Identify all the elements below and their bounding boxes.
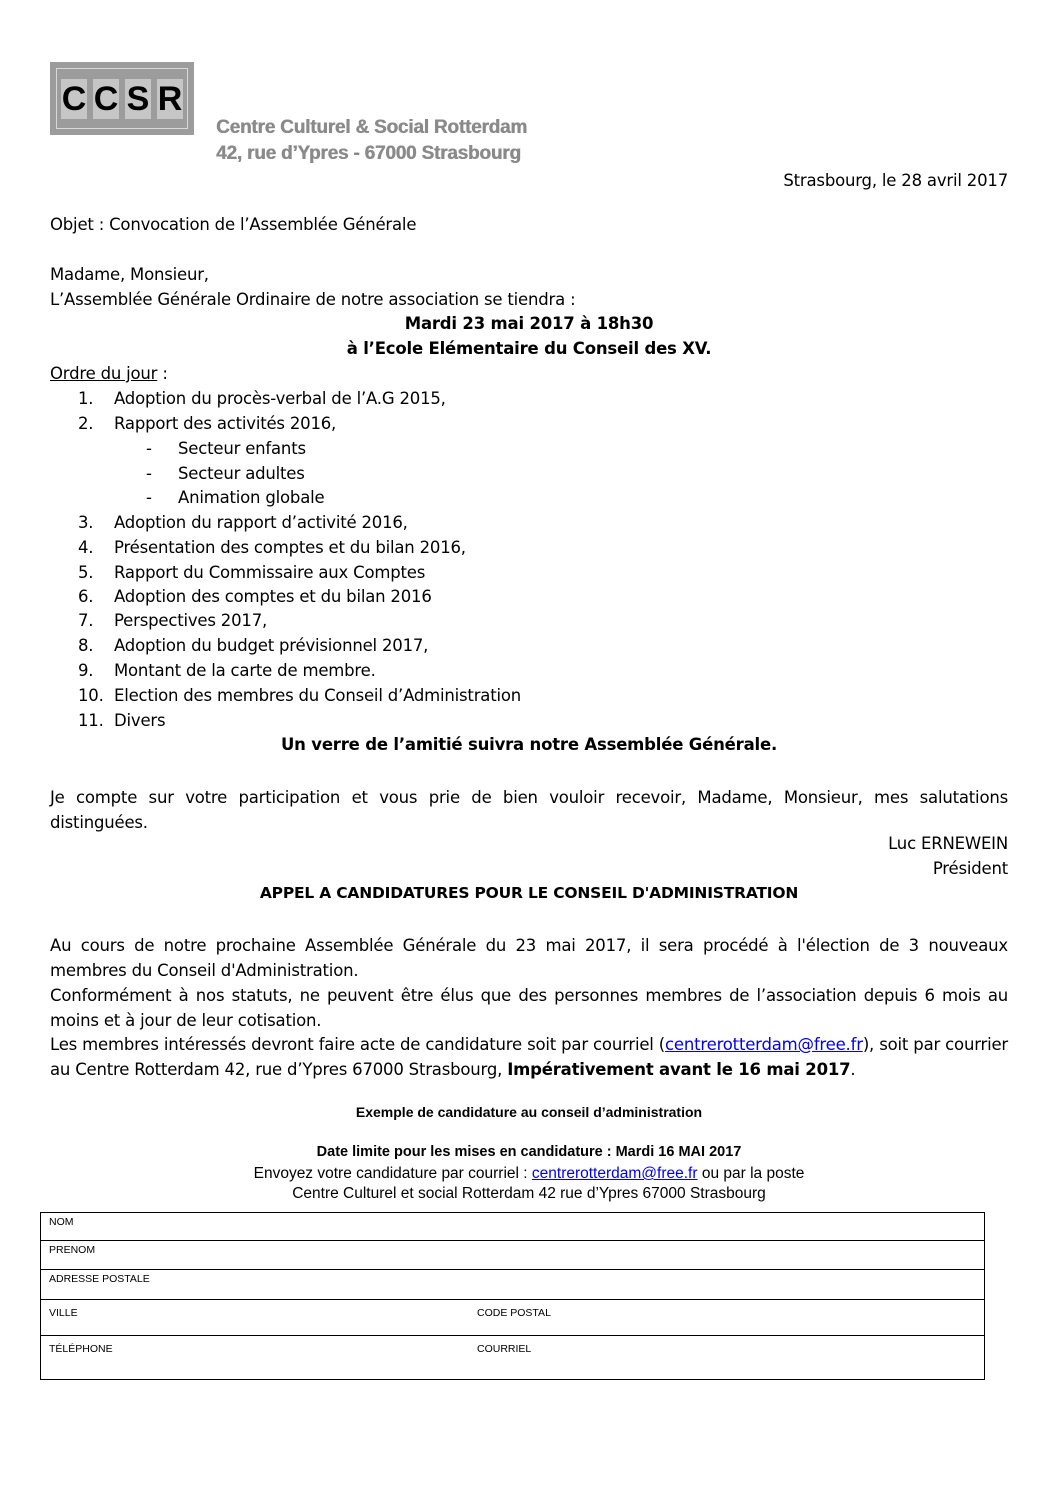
appel-paragraph-3 — [50, 1032, 1008, 1082]
field-label-courriel: COURRIEL — [477, 1343, 532, 1355]
signer-title: Président — [932, 859, 1008, 878]
agenda-text: Montant de la carte de membre. — [114, 661, 376, 680]
agenda-num: 1. — [78, 389, 94, 408]
agenda-num: 7. — [78, 611, 94, 630]
agenda-num: 9. — [78, 661, 94, 680]
logo-letters — [56, 68, 188, 129]
agenda-text: Rapport des activités 2016, — [114, 414, 337, 433]
field-label-telephone: TÉLÉPHONE — [49, 1343, 113, 1355]
agenda-num: 4. — [78, 538, 94, 557]
agenda-num: 8. — [78, 636, 94, 655]
form-row-telephone[interactable] — [41, 1336, 984, 1379]
closing-paragraph: Je compte sur votre participation et vous prie de bien vouloir recevoir, Madame, Monsieur, mes salutations distinguées. — [50, 788, 1008, 832]
agenda-sub-item — [146, 439, 306, 458]
appel-paragraph-1: Au cours de notre prochaine Assemblée Générale du 23 mai 2017, il sera procédé à l'élection de 3 nouveaux membres du Conseil d'Administration. — [50, 936, 1008, 980]
field-label-adresse: ADRESSE POSTALE — [49, 1273, 150, 1285]
agenda-item — [78, 686, 521, 705]
agenda-sub-item — [146, 488, 324, 507]
agenda-num: 5. — [78, 563, 94, 582]
logo-letter: C — [61, 79, 87, 118]
agenda-item — [78, 513, 408, 532]
form-deadline: Date limite pour les mises en candidature : Mardi 16 MAI 2017 — [316, 1144, 742, 1160]
agenda-num: 6. — [78, 587, 94, 606]
sub-dash: - — [146, 439, 152, 458]
agenda-text: Election des membres du Conseil d’Administration — [114, 686, 522, 705]
date-line: Strasbourg, le 28 avril 2017 — [783, 171, 1008, 190]
agenda-num: 2. — [78, 414, 94, 433]
email-link[interactable]: centrerotterdam@free.fr — [665, 1035, 863, 1054]
signer-name: Luc ERNEWEIN — [888, 834, 1008, 853]
agenda-item — [78, 414, 336, 433]
agenda-text: Adoption du budget prévisionnel 2017, — [114, 636, 429, 655]
sub-text: Secteur enfants — [178, 439, 306, 458]
agenda-colon: : — [157, 364, 168, 383]
agenda-num: 11. — [78, 711, 104, 730]
send-text-b: ou par la poste — [697, 1165, 805, 1182]
agenda-item — [78, 538, 466, 557]
form-row-ville[interactable] — [41, 1300, 984, 1336]
appel-title: APPEL A CANDIDATURES POUR LE CONSEIL D'ADMINISTRATION — [259, 884, 799, 902]
form-email-link[interactable]: centrerotterdam@free.fr — [531, 1165, 698, 1182]
form-row-nom[interactable] — [41, 1213, 984, 1241]
form-row-adresse[interactable] — [41, 1270, 984, 1300]
agenda-sub-item — [146, 464, 305, 483]
meeting-place: à l’Ecole Elémentaire du Conseil des XV. — [346, 339, 712, 358]
sub-dash: - — [146, 464, 152, 483]
agenda-text: Présentation des comptes et du bilan 2016, — [114, 538, 466, 557]
agenda-item — [78, 661, 376, 680]
agenda-text: Adoption des comptes et du bilan 2016 — [114, 587, 432, 606]
sub-text: Animation globale — [178, 488, 325, 507]
agenda-num: 3. — [78, 513, 94, 532]
send-text-a: Envoyez votre candidature par courriel : — [253, 1165, 532, 1182]
logo-letter: R — [157, 79, 183, 118]
sub-dash: - — [146, 488, 152, 507]
appel-paragraph-2: Conformément à nos statuts, ne peuvent être élus que des personnes membres de l’association depuis 6 mois au moins et à jour de leur cotisation. — [50, 986, 1008, 1030]
agenda-text: Adoption du procès-verbal de l’A.G 2015, — [114, 389, 446, 408]
logo-letter: S — [126, 79, 150, 118]
candidature-form — [40, 1212, 985, 1380]
agenda-text: Divers — [114, 711, 166, 730]
agenda-item — [78, 711, 165, 730]
org-address: 42, rue d’Ypres - 67000 Strasbourg — [216, 143, 521, 164]
closing-bold: Un verre de l’amitié suivra notre Assemblée Générale. — [280, 735, 778, 754]
greeting: Madame, Monsieur, — [50, 265, 209, 284]
p3-deadline-bold: Impérativement avant le 16 mai 2017 — [507, 1060, 851, 1079]
field-label-prenom: PRENOM — [49, 1244, 96, 1256]
agenda-num: 10. — [78, 686, 104, 705]
field-label-ville: VILLE — [49, 1307, 78, 1319]
logo-letter: C — [93, 79, 119, 118]
agenda-item — [78, 636, 428, 655]
form-send-line — [0, 1165, 1058, 1183]
form-heading: Exemple de candidature au conseil d’administration — [355, 1104, 703, 1120]
agenda-text: Perspectives 2017, — [114, 611, 268, 630]
org-name: Centre Culturel & Social Rotterdam — [216, 117, 527, 138]
sub-text: Secteur adultes — [178, 464, 305, 483]
agenda-item — [78, 611, 267, 630]
agenda-heading — [50, 364, 168, 383]
p3-text-a: Les membres intéressés devront faire acte de candidature soit par courriel ( — [50, 1035, 666, 1054]
agenda-item — [78, 563, 425, 582]
agenda-text: Adoption du rapport d’activité 2016, — [114, 513, 408, 532]
agenda-text: Rapport du Commissaire aux Comptes — [114, 563, 426, 582]
agenda-title: Ordre du jour — [50, 364, 158, 383]
form-address-line: Centre Culturel et social Rotterdam 42 rue d’Ypres 67000 Strasbourg — [292, 1185, 766, 1202]
agenda-item — [78, 389, 446, 408]
field-label-code-postal: CODE POSTAL — [477, 1307, 551, 1319]
form-row-prenom[interactable] — [41, 1241, 984, 1270]
subject-line: Objet : Convocation de l’Assemblée Générale — [50, 215, 417, 234]
p3-end: . — [850, 1060, 856, 1079]
intro-line: L’Assemblée Générale Ordinaire de notre association se tiendra : — [50, 290, 576, 309]
ccsr-logo — [50, 62, 194, 135]
field-label-nom: NOM — [49, 1216, 74, 1228]
agenda-item — [78, 587, 432, 606]
p3-text-b: ), soit par courrier au Centre Rotterdam 42, rue d’Ypres 67000 Strasbourg, — [50, 1035, 1009, 1079]
meeting-date: Mardi 23 mai 2017 à 18h30 — [404, 314, 654, 333]
